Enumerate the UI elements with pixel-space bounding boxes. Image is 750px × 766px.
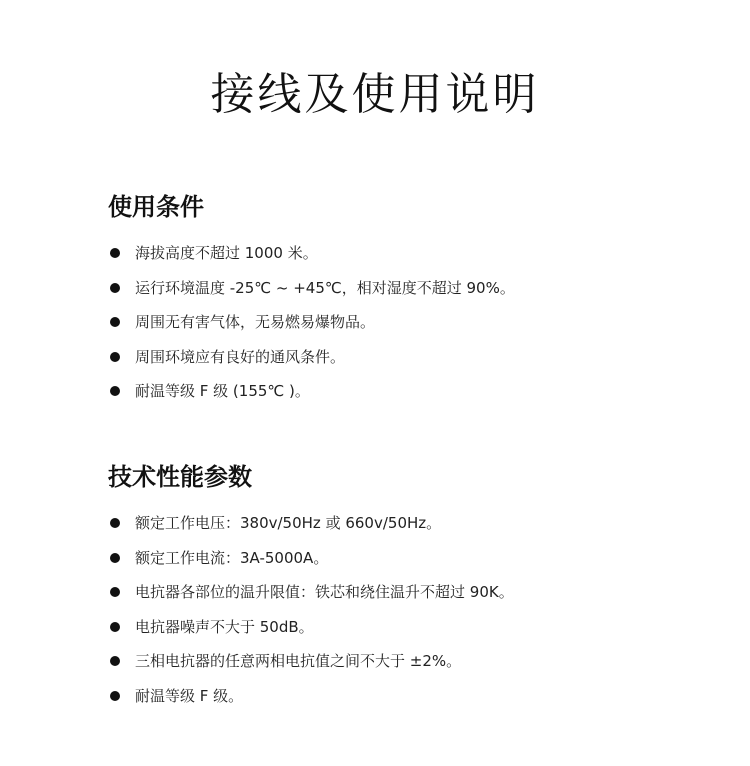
bullet-icon xyxy=(110,352,120,362)
usage-conditions-heading: 使用条件 xyxy=(108,193,204,221)
technical-specs-heading: 技术性能参数 xyxy=(108,463,252,491)
usage-conditions-list xyxy=(108,236,728,409)
list-item xyxy=(108,575,728,610)
list-item-text: 电抗器噪声不大于 50dB。 xyxy=(135,617,314,636)
bullet-icon xyxy=(110,317,120,327)
list-item xyxy=(108,340,728,375)
list-item xyxy=(108,305,728,340)
technical-specs-section xyxy=(108,460,728,713)
list-item-text: 额定工作电流：3A-5000A。 xyxy=(135,548,329,567)
list-item-text: 周围环境应有良好的通风条件。 xyxy=(135,347,346,366)
list-item-text: 耐温等级 F 级 (155℃ )。 xyxy=(135,382,310,400)
list-item-text: 额定工作电压：380v/50Hz 或 660v/50Hz。 xyxy=(135,514,442,532)
list-item xyxy=(108,374,728,409)
bullet-icon xyxy=(110,622,120,632)
bullet-icon xyxy=(110,656,120,666)
list-item-text: 电抗器各部位的温升限值：铁芯和绕住温升不超过 90K。 xyxy=(135,583,514,601)
usage-conditions-section xyxy=(108,190,728,409)
list-item-text: 耐温等级 F 级。 xyxy=(135,686,244,705)
bullet-icon xyxy=(110,587,120,597)
bullet-icon xyxy=(110,283,120,293)
list-item xyxy=(108,610,728,645)
bullet-icon xyxy=(110,518,120,528)
list-item-text: 周围无有害气体，无易燃易爆物品。 xyxy=(135,313,376,331)
bullet-icon xyxy=(110,386,120,396)
page-title: 接线及使用说明 xyxy=(210,69,540,121)
list-item-text: 三相电抗器的任意两相电抗值之间不大于 ±2%。 xyxy=(135,652,462,670)
bullet-icon xyxy=(110,553,120,563)
bullet-icon xyxy=(110,248,120,258)
technical-specs-list xyxy=(108,506,728,713)
list-item-text: 运行环境温度 -25℃ ~ +45℃，相对湿度不超过 90%。 xyxy=(135,278,515,297)
list-item xyxy=(108,679,728,714)
list-item-text: 海拔高度不超过 1000 米。 xyxy=(135,244,318,262)
list-item xyxy=(108,541,728,576)
list-item xyxy=(108,506,728,541)
bullet-icon xyxy=(110,691,120,701)
list-item xyxy=(108,644,728,679)
list-item xyxy=(108,271,728,306)
list-item xyxy=(108,236,728,271)
